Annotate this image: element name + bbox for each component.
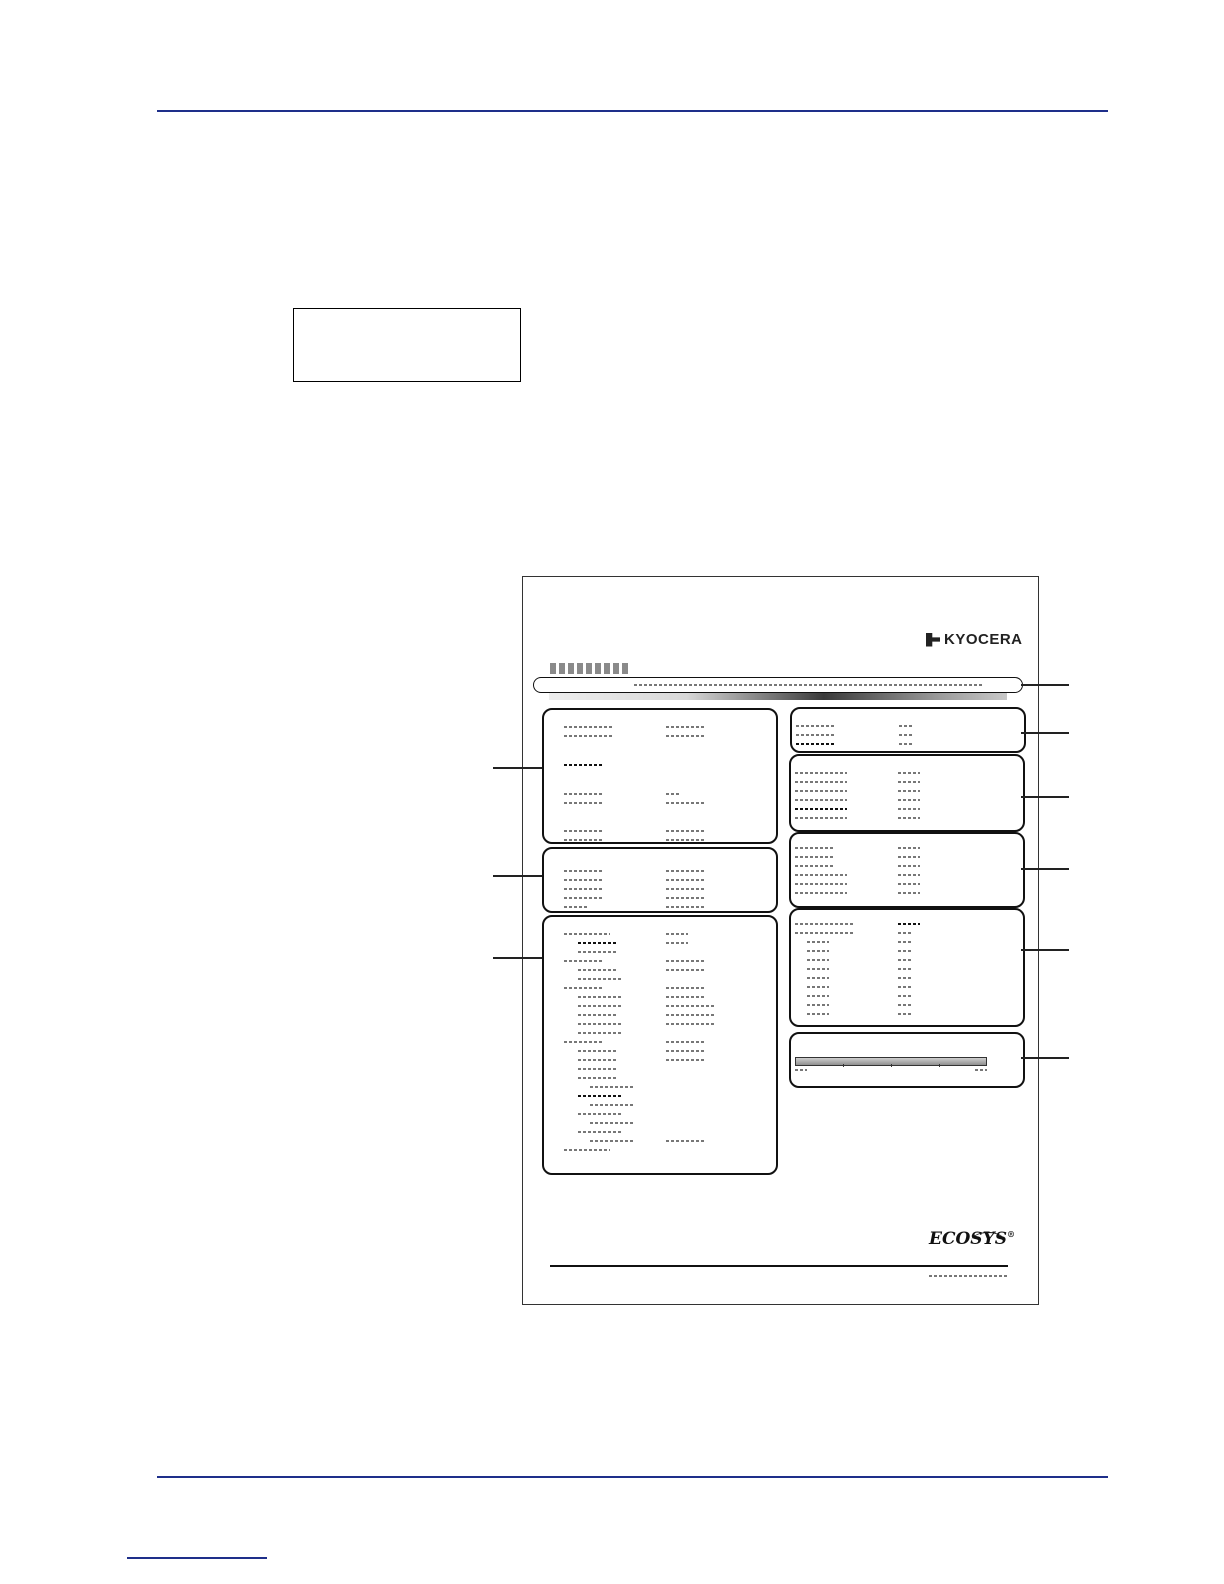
callout-line-fonts (1021, 868, 1069, 870)
font-and-paper-section (789, 832, 1025, 908)
ecosys-logo-icon: ECOSYS® (929, 1229, 1015, 1249)
status-page-title (550, 663, 628, 674)
status-page-illustration (522, 576, 1039, 1305)
footer-text (929, 1275, 1007, 1277)
callout-line-hardware (493, 767, 542, 769)
emulation-section (789, 754, 1025, 832)
footer-rule (550, 1265, 1008, 1267)
ecosys-logo-text: ECOSYS (929, 1229, 1007, 1249)
firmware-version-section (533, 677, 1023, 693)
lcd-message-display (293, 308, 521, 382)
callout-line-page-info (493, 957, 542, 959)
callout-line-emulation (1021, 796, 1069, 798)
callout-line-network (1021, 949, 1069, 951)
kyocera-mark-icon (926, 633, 940, 647)
memory-section (790, 707, 1026, 753)
status-gradient-bar (549, 693, 1007, 700)
ecosys-swoosh (971, 1232, 1005, 1251)
toner-gauge-section (789, 1032, 1025, 1088)
hardware-information-section (542, 708, 778, 844)
kyocera-logo-icon (926, 631, 1023, 648)
network-status-section (789, 908, 1025, 1027)
callout-line-firmware (1021, 684, 1069, 686)
installed-options-section (542, 847, 778, 913)
footer-page-rule (157, 1476, 1108, 1478)
header-rule (157, 110, 1108, 112)
callout-line-memory (1021, 732, 1069, 734)
callout-line-toner (1021, 1057, 1069, 1059)
page-information-section (542, 915, 778, 1175)
bottom-link-underline[interactable] (127, 1557, 267, 1559)
callout-line-options (493, 875, 542, 877)
kyocera-logo-text: KYOCERA (944, 631, 1023, 648)
toner-gauge (795, 1057, 987, 1066)
